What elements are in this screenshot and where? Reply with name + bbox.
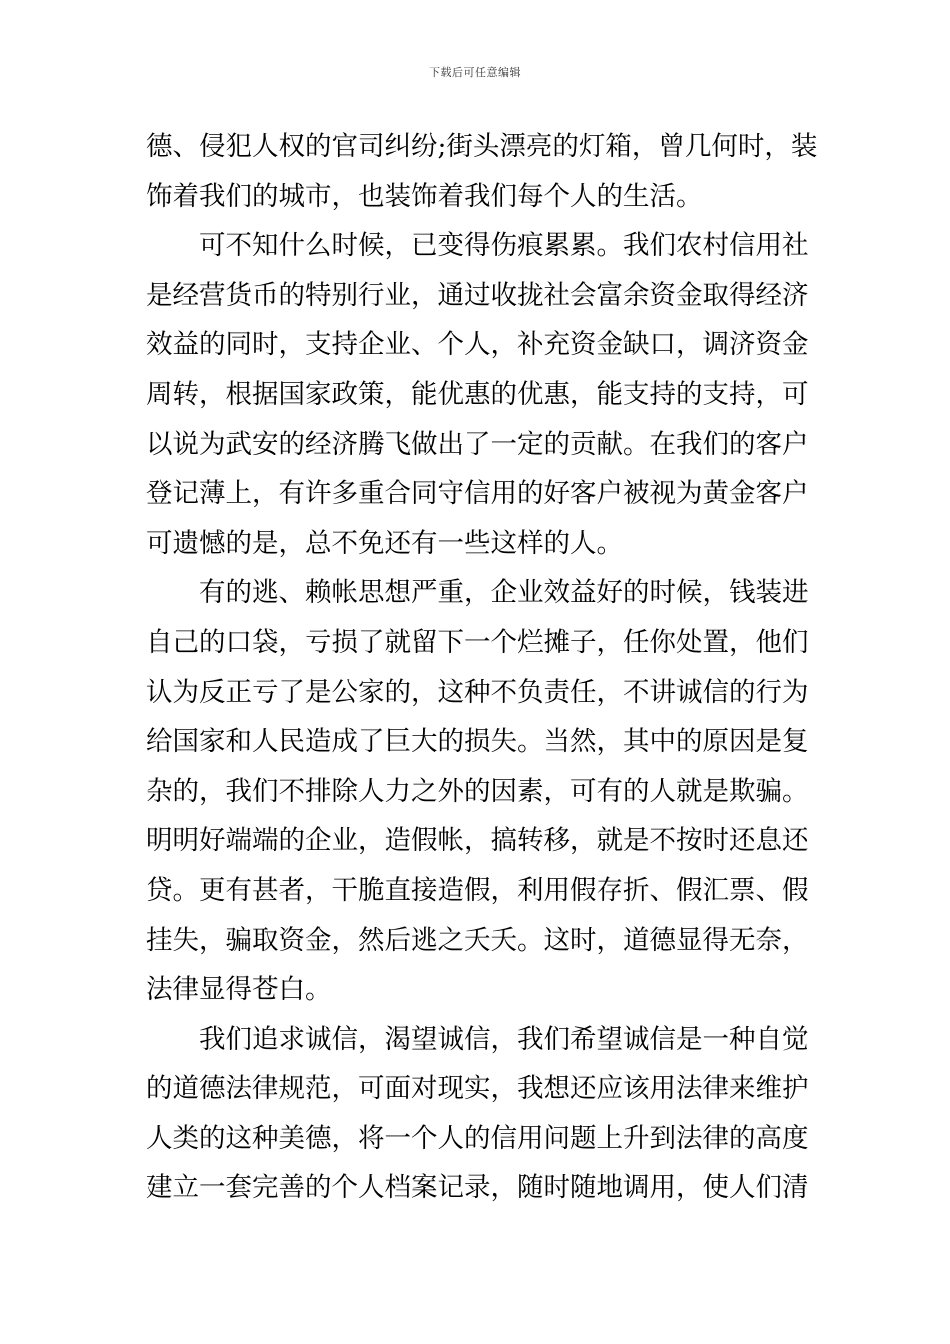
document-body <box>146 122 818 1213</box>
text-line: 饰着我们的城市，也装饰着我们每个人的生活。 <box>146 180 703 212</box>
text-line: 明明好端端的企业，造假帐，搞转移，就是不按时还息还 <box>146 825 809 857</box>
text-line: 挂失，骗取资金，然后逃之夭夭。这时，道德显得无奈， <box>146 924 809 956</box>
text-line: 周转，根据国家政策，能优惠的优惠，能支持的支持，可 <box>146 378 809 410</box>
text-line: 贷。更有甚者，干脆直接造假，利用假存折、假汇票、假 <box>146 874 809 906</box>
text-line: 的道德法律规范，可面对现实，我想还应该用法律来维护 <box>146 1073 809 1105</box>
text-line: 效益的同时，支持企业、个人，补充资金缺口，调济资金 <box>146 329 809 361</box>
text-line: 人类的这种美德，将一个人的信用问题上升到法律的高度 <box>146 1122 809 1154</box>
text-line: 认为反正亏了是公家的，这种不负责任，不讲诚信的行为 <box>146 676 809 708</box>
paragraph-4 <box>146 1015 811 1213</box>
text-line: 德、侵犯人权的官司纠纷;街头漂亮的灯箱，曾几何时，装 <box>146 131 818 162</box>
text-line: 有的逃、赖帐思想严重，企业效益好的时候，钱装进 <box>199 577 809 609</box>
paragraph-3 <box>146 568 811 1014</box>
paragraph-2 <box>146 221 811 568</box>
paragraph-1 <box>146 122 818 221</box>
text-line: 我们追求诚信，渴望诚信，我们希望诚信是一种自觉 <box>199 1023 809 1055</box>
text-line: 以说为武安的经济腾飞做出了一定的贡献。在我们的客户 <box>146 428 809 460</box>
text-line: 是经营货币的特别行业，通过收拢社会富余资金取得经济 <box>146 279 809 311</box>
text-line: 杂的，我们不排除人力之外的因素，可有的人就是欺骗。 <box>146 775 809 807</box>
text-line: 可不知什么时候，已变得伤痕累累。我们农村信用社 <box>199 230 809 262</box>
text-line: 法律显得苍白。 <box>146 974 332 1006</box>
text-line: 自己的口袋，亏损了就留下一个烂摊子，任你处置，他们 <box>146 626 809 658</box>
text-line: 给国家和人民造成了巨大的损失。当然，其中的原因是复 <box>146 726 809 758</box>
text-line: 登记薄上，有许多重合同守信用的好客户被视为黄金客户 <box>146 478 809 510</box>
text-line: 建立一套完善的个人档案记录，随时随地调用，使人们清 <box>146 1172 809 1204</box>
page-header: 下载后可任意编辑 <box>429 66 521 79</box>
text-line: 可遗憾的是，总不免还有一些这样的人。 <box>146 527 623 559</box>
